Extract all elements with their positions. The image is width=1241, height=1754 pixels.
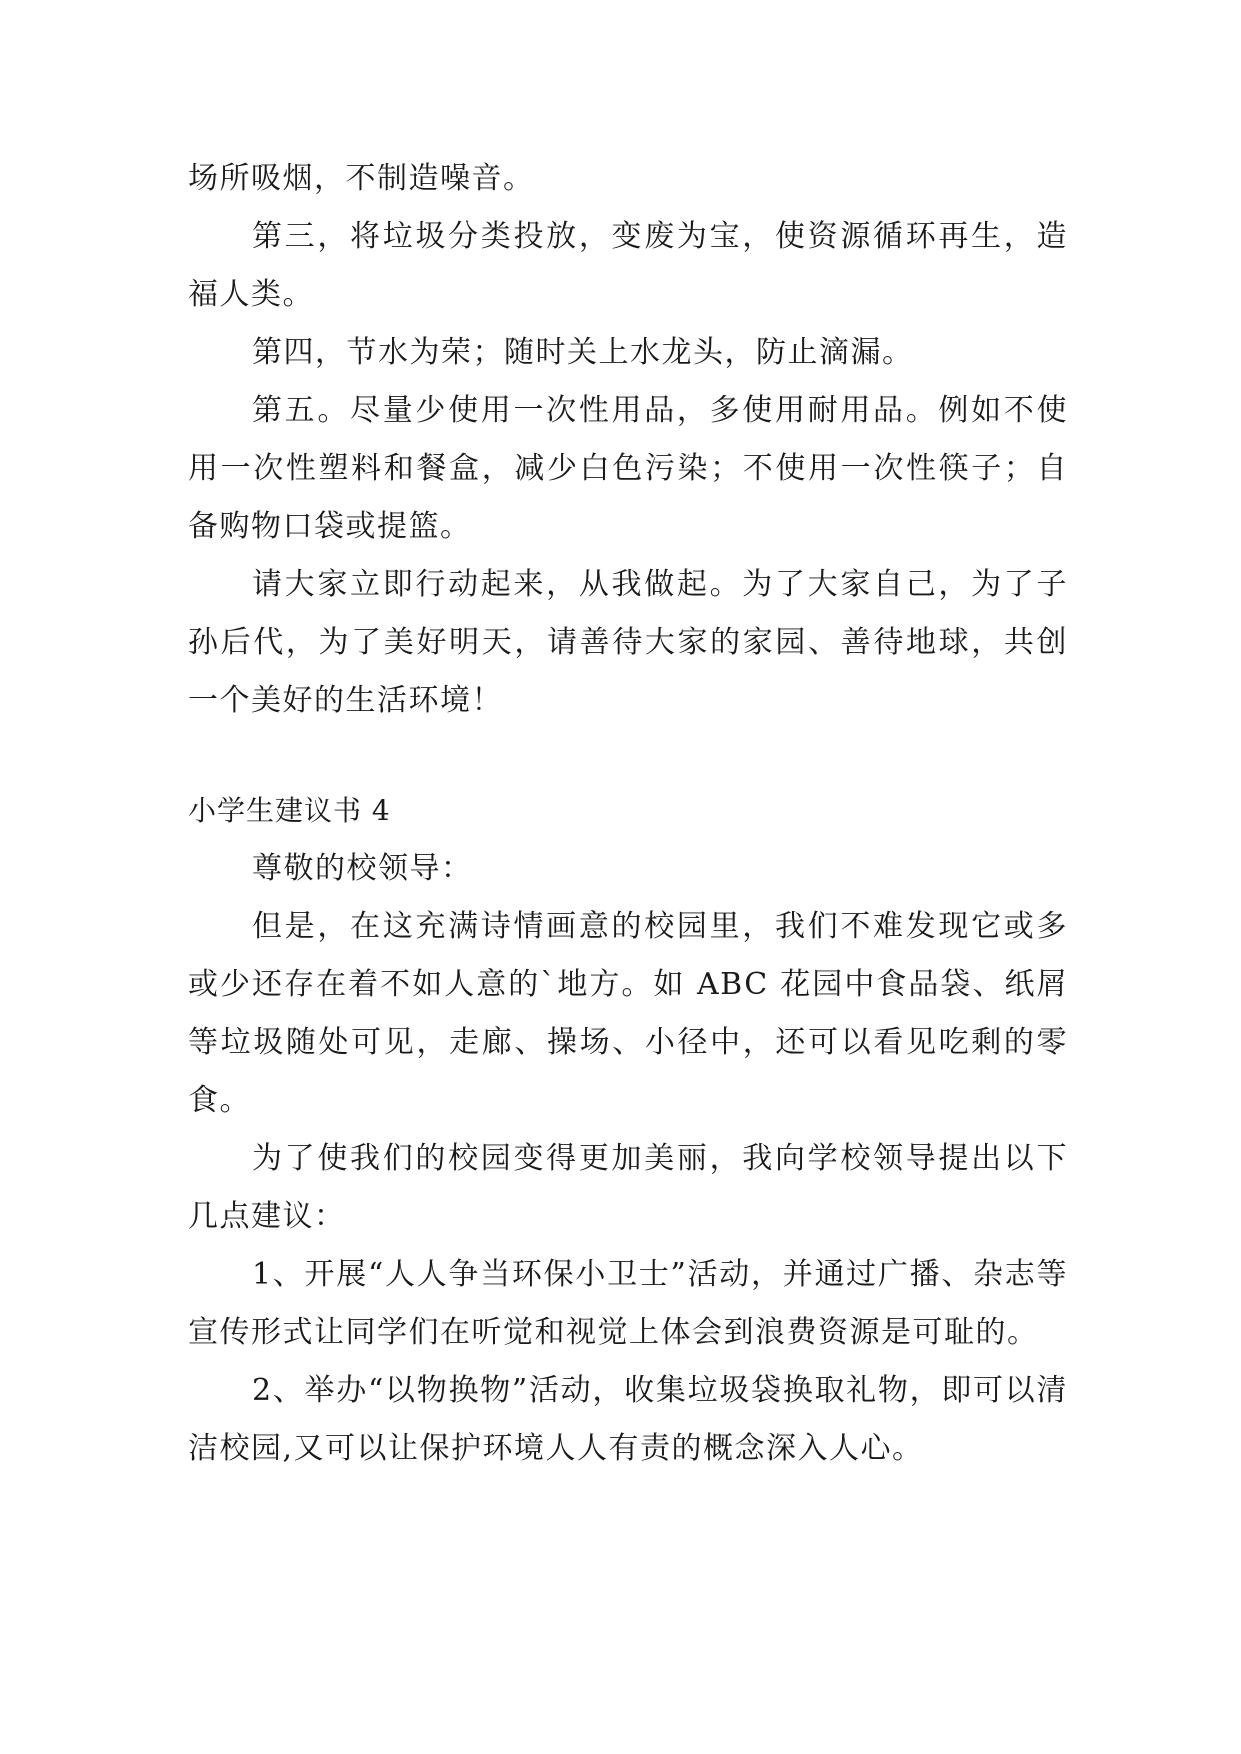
- paragraph-problem: 但是，在这充满诗情画意的校园里，我们不难发现它或多或少还存在着不如人意的`地方。如 ABC 花园中食品袋、纸屑等垃圾随处可见，走廊、操场、小径中，还可以看见吃剩的零食。: [188, 909, 1068, 1118]
- paragraph-continuation: 场所吸烟，不制造噪音。: [188, 161, 535, 196]
- paragraph-point-four: 第四，节水为荣；随时关上水龙头，防止滴漏。: [252, 335, 914, 370]
- paragraph-suggestion-two: 2、举办“以物换物”活动，收集垃圾袋换取礼物，即可以清洁校园,又可以让保护环境人人有责的概念深入人心。: [188, 1373, 1068, 1466]
- document-body: [188, 150, 1068, 1478]
- paragraph-suggestion-one: 1、开展“人人争当环保小卫士”活动，并通过广播、杂志等宣传形式让同学们在听觉和视觉上体会到浪费资源是可耻的。: [188, 1257, 1068, 1350]
- salutation: 尊敬的校领导：: [252, 851, 473, 886]
- paragraph-point-three: 第三，将垃圾分类投放，变废为宝，使资源循环再生，造福人类。: [188, 219, 1068, 312]
- section-title: 小学生建议书 4: [188, 794, 391, 827]
- paragraph-call-to-action: 请大家立即行动起来，从我做起。为了大家自己，为了子孙后代，为了美好明天，请善待大家的家园、善待地球，共创一个美好的生活环境！: [188, 567, 1068, 718]
- paragraph-point-five: 第五。尽量少使用一次性用品，多使用耐用品。例如不使用一次性塑料和餐盒，减少白色污染；不使用一次性筷子；自备购物口袋或提篮。: [188, 393, 1068, 544]
- paragraph-intro-suggestions: 为了使我们的校园变得更加美丽，我向学校领导提出以下几点建议：: [188, 1141, 1068, 1234]
